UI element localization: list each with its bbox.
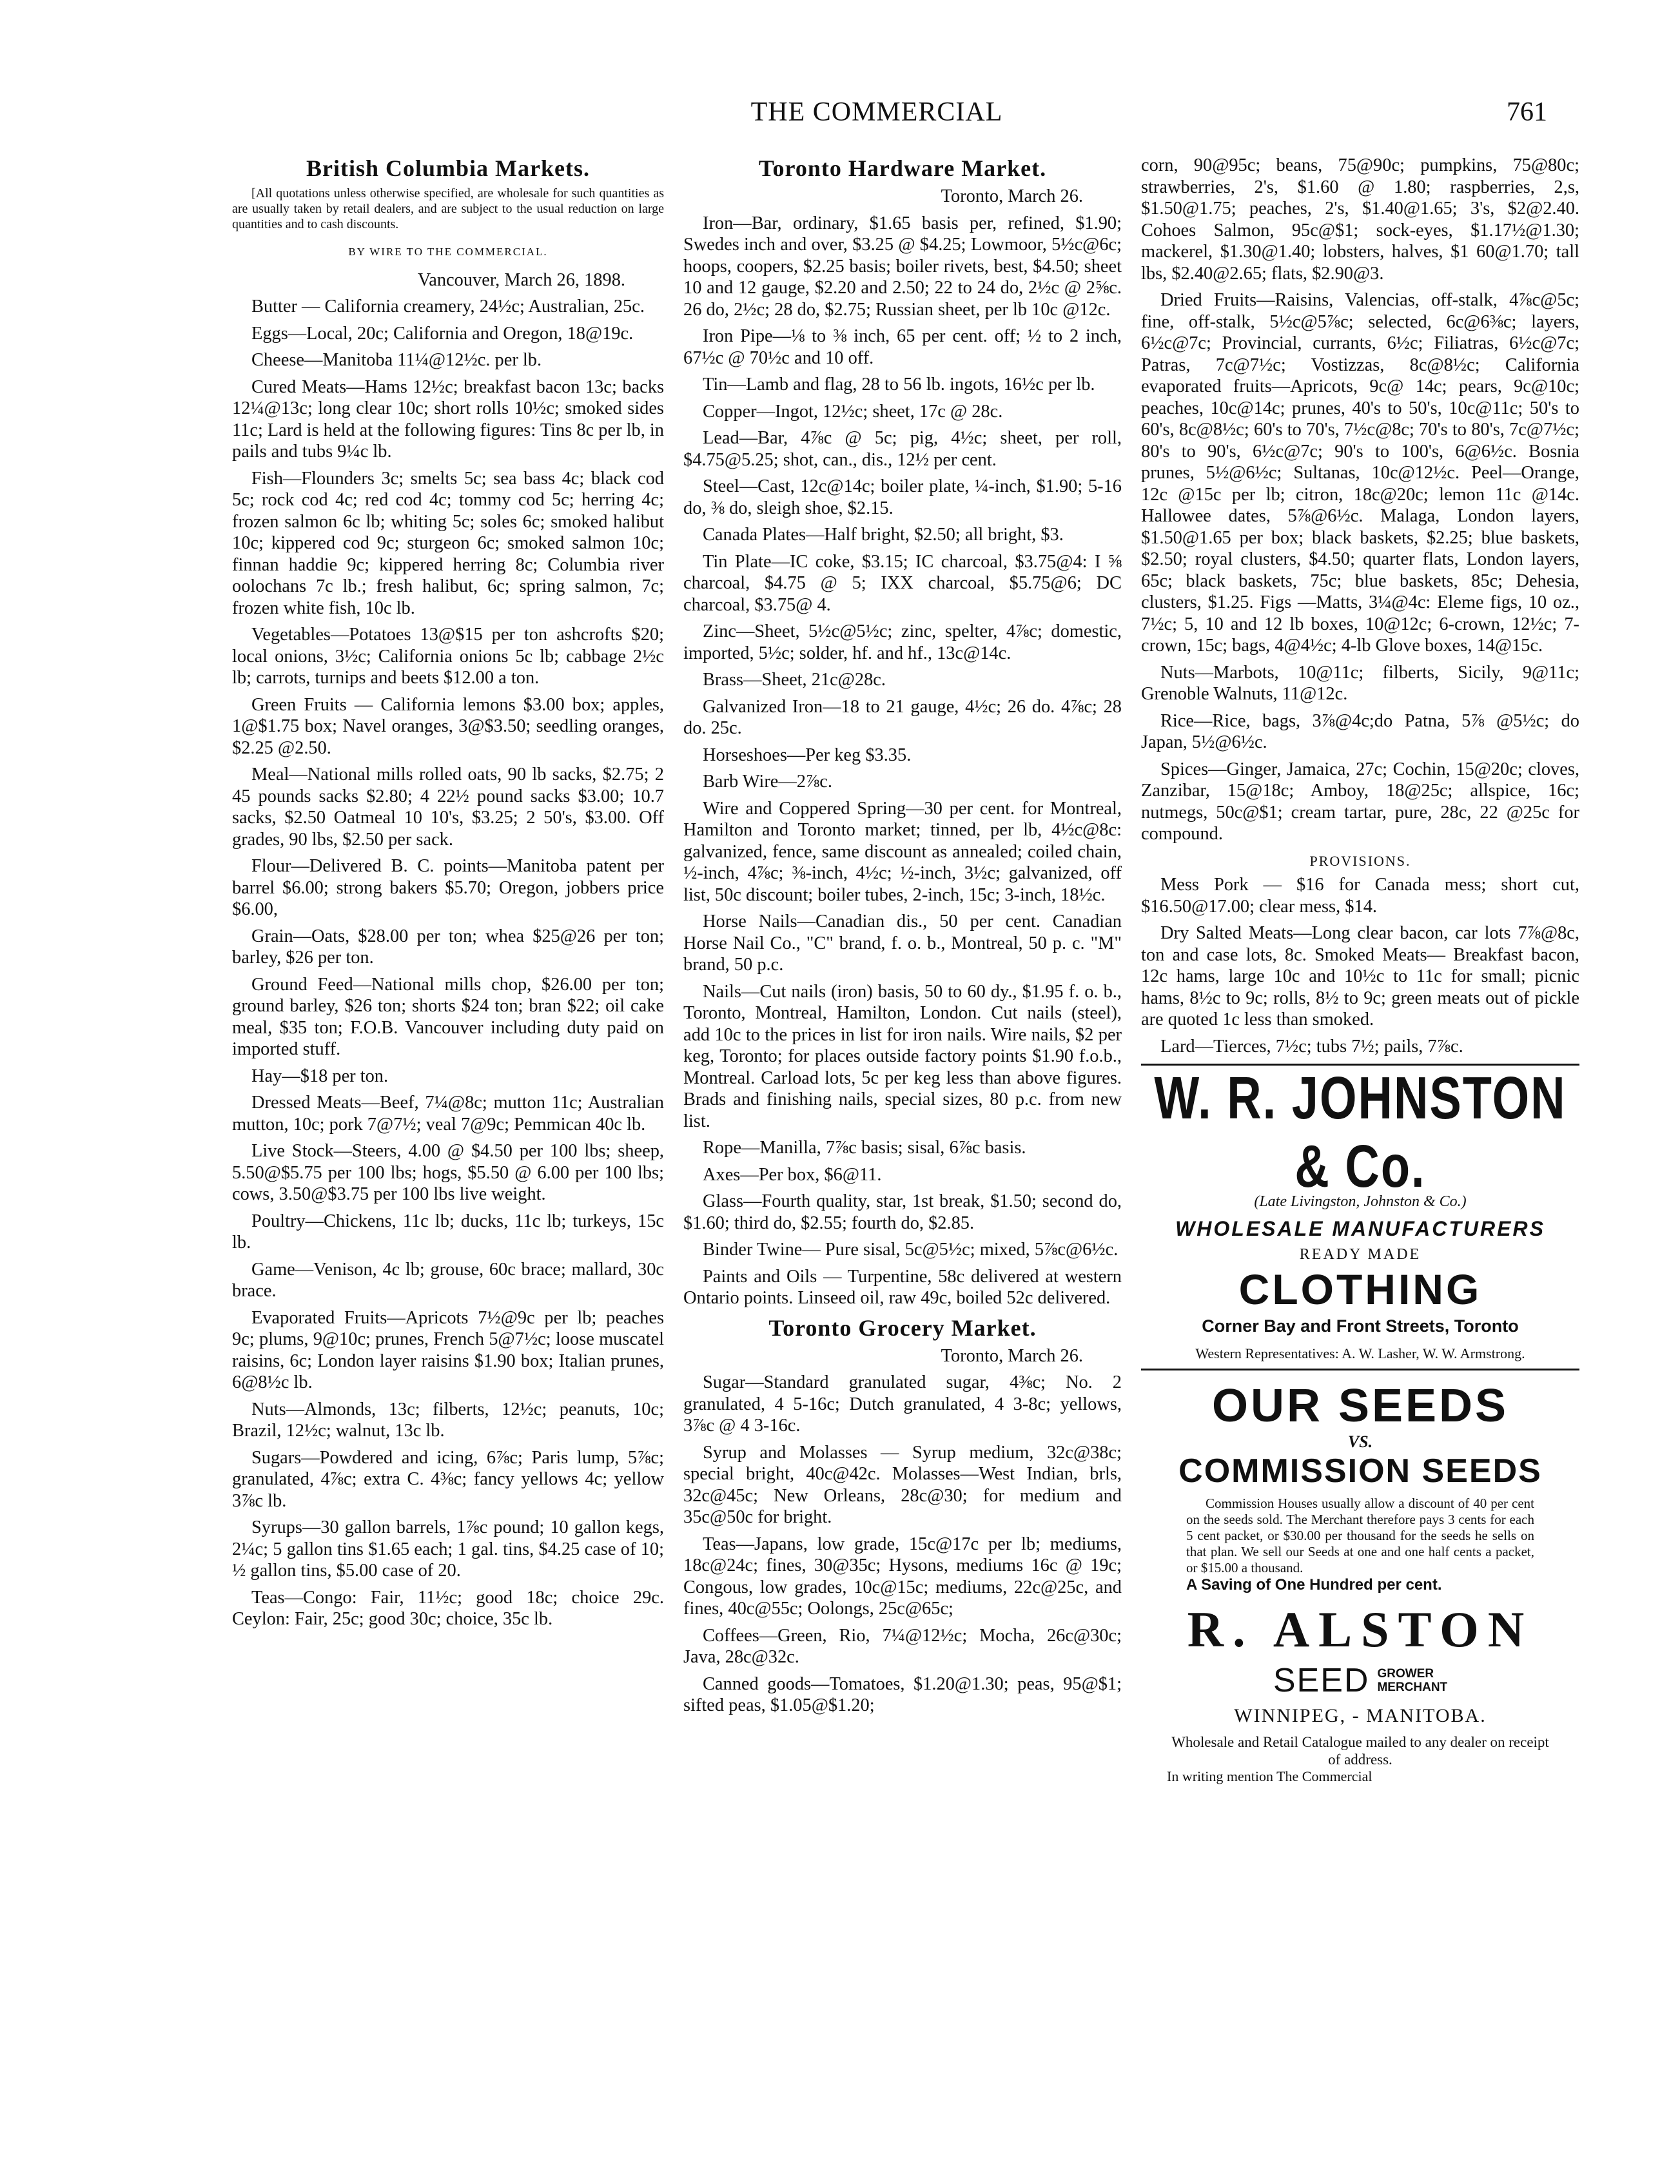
market-paragraph: Lead—Bar, 4⅞c @ 5c; pig, 4½c; sheet, per roll, $4.75@5.25; shot, can., dis., 12½ per cent. — [683, 428, 1122, 470]
alston-mention: In writing mention The Commercial — [1167, 1768, 1372, 1784]
market-paragraph: Nuts—Almonds, 13c; filberts, 12½c; peanuts, 10c; Brazil, 12½c; walnut, 13c lb. — [232, 1399, 664, 1441]
market-paragraph: Dry Salted Meats—Long clear bacon, car lots 7⅞@8c, ton and case lots, 8c. Smoked Meats— Breakfast bacon, 12c hams, large 10c and 10½c to 11c for small; picnic hams, 8½c to 9c; rolls, 8½ to 9c; green meats out of pickle are quoted 1c less than smoked. — [1141, 923, 1579, 1029]
market-paragraph: Evaporated Fruits—Apricots 7½@9c per lb; peaches 9c; plums, 9@10c; prunes, French 5@7½c; loose muscatel raisins, 6c; London layer raisins $1.90 box; Italian prunes, 6@8½c lb. — [232, 1307, 664, 1392]
alston-seed: SEED — [1273, 1662, 1370, 1699]
market-paragraph: Game—Venison, 4c lb; grouse, 60c brace; mallard, 30c brace. — [232, 1259, 664, 1301]
market-paragraph: Sugars—Powdered and icing, 6⅞c; Paris lump, 5⅞c; granulated, 4⅞c; extra C. 4⅜c; fancy yellows 4c; yellow 3⅞c lb. — [232, 1447, 664, 1511]
market-paragraph: Fish—Flounders 3c; smelts 5c; sea bass 4c; black cod 5c; rock cod 4c; red cod 4c; tommy cod 5c; herring 4c; frozen salmon 6c lb; whiting 5c; soles 6c; smoked halibut 10c; kippered cod 9c; sturgeon 6c; smoked salmon 10c; finnan haddie 9c; kippered herring 8c; Columbia river oolochans 7c lb.; fresh halibut, 6c; spring salmon, 7c; frozen white fish, 10c lb. — [232, 468, 664, 618]
market-paragraph: Iron Pipe—⅛ to ⅜ inch, 65 per cent. off; ½ to 2 inch, 67½c @ 70½c and 10 off. — [683, 326, 1122, 368]
market-paragraph: Eggs—Local, 20c; California and Oregon, 18@19c. — [251, 323, 634, 344]
section-title: Toronto Grocery Market. — [768, 1314, 1037, 1341]
market-paragraph: Horse Nails—Canadian dis., 50 per cent. Canadian Horse Nail Co., "C" brand, f. o. b., Montreal, 50 p. c. "M" brand, 50 p.c. — [683, 912, 1122, 975]
column-2 — [683, 155, 1122, 1722]
column-3-articles — [1141, 155, 1579, 1057]
market-paragraph: Wire and Coppered Spring—30 per cent. for Montreal, Hamilton and Toronto market; tinned, per lb, 4½c@8c: galvanized, fence, same discount as annealed; coiled chain, ½-inch, 4⅞c; ⅜-inch, 4½c; ½-inch, 3½c; galvanized, off list, 50c discount; boiler tubes, 2-inch, 15c; 3-inch, 18½c. — [683, 798, 1122, 905]
running-head — [0, 97, 1680, 135]
alston-trade-line — [1141, 1661, 1579, 1700]
market-paragraph: Dressed Meats—Beef, 7¼@8c; mutton 11c; Australian mutton, 10c; pork 7@7½; veal 7@9c; Pemmican 40c lb. — [232, 1093, 664, 1135]
johnston-name: W. R. JOHNSTON & Co. — [1154, 1064, 1567, 1200]
johnston-former-name: (Late Livingston, Johnston & Co.) — [1254, 1193, 1467, 1210]
market-paragraph: Cheese—Manitoba 11¼@12½c. per lb. — [251, 350, 542, 370]
market-paragraph: Flour—Delivered B. C. points—Manitoba patent per barrel $6.00; strong bakers $5.70; Oregon, jobbers price $6.00, — [232, 856, 664, 919]
market-paragraph: Barb Wire—2⅞c. — [703, 772, 832, 792]
market-paragraph: Galvanized Iron—18 to 21 gauge, 4½c; 26 do. 4⅞c; 28 do. 25c. — [683, 696, 1122, 738]
market-paragraph: Glass—Fourth quality, star, 1st break, $1.50; second do, $1.60; third do, $2.55; fourth do, $2.85. — [683, 1191, 1122, 1233]
alston-grower: GROWER — [1377, 1667, 1434, 1681]
market-paragraph: Rice—Rice, bags, 3⅞@4c;do Patna, 5⅞ @5½c; do Japan, 5½@6½c. — [1141, 710, 1579, 752]
johnston-clothing: CLOTHING — [1238, 1265, 1482, 1313]
seeds-versus: VS. — [1347, 1432, 1373, 1451]
market-paragraph: Spices—Ginger, Jamaica, 27c; Cochin, 15@20c; cloves, Zanzibar, 15@18c; Amboy, 18@25c; allspice, 16c; nutmegs, 50c@$1; cream tartar, pure, 28c, 22 @25c for compound. — [1141, 759, 1579, 844]
market-paragraph: Poultry—Chickens, 11c lb; ducks, 11c lb; turkeys, 15c lb. — [232, 1211, 664, 1253]
alston-merchant: MERCHANT — [1377, 1681, 1448, 1694]
dateline: Toronto, March 26. — [941, 186, 1083, 206]
dateline: Toronto, March 26. — [941, 1345, 1083, 1366]
market-paragraph: Teas—Congo: Fair, 11½c; good 18c; choice 29c. Ceylon: Fair, 25c; good 30c; choice, 35c lb. — [232, 1587, 664, 1629]
alston-name: R. ALSTON — [1187, 1601, 1534, 1657]
quotation-note: [All quotations unless otherwise specified, are wholesale for such quantities as are usually taken by retail dealers, and are subject to the usual reduction on large quantities and to cash discounts. — [232, 186, 664, 231]
market-paragraph: Grain—Oats, $28.00 per ton; whea $25@26 per ton; barley, $26 per ton. — [232, 926, 664, 968]
section-title: Toronto Hardware Market. — [758, 155, 1047, 181]
subsection-heading: PROVISIONS. — [1309, 852, 1411, 869]
wire-note: BY WIRE TO THE COMMERCIAL. — [348, 246, 548, 258]
market-paragraph: Cured Meats—Hams 12½c; breakfast bacon 13c; backs 12¼@13c; long clear 10c; short rolls 10½c; smoked sides 11c; Lard is held at the following figures: Tins 8c per lb, in pails and tubs 9¼c lb. — [232, 376, 664, 462]
market-paragraph: Lard—Tierces, 7½c; tubs 7½; pails, 7⅞c. — [1160, 1036, 1463, 1057]
market-paragraph: Syrups—30 gallon barrels, 1⅞c pound; 10 gallon kegs, 2¼c; 5 gallon tins $1.65 each; 1 gal. tins, $4.25 case of 10; ½ gallon tins, $5.00 case of 20. — [232, 1517, 664, 1581]
market-paragraph: Rope—Manilla, 7⅞c basis; sisal, 6⅞c basis. — [703, 1138, 1026, 1158]
market-paragraph: Dried Fruits—Raisins, Valencias, off-stalk, 4⅞c@5c; fine, off-stalk, 5½c@5⅞c; selected, 6c@6⅜c; layers, 6½c@7c; Provincial, currants, 6½c; Filiatras, 6½c@7c; Patras, 7c@7½c; Vostizzas, 8c@8½c; California evaporated fruits—Apricots, 9c@ 14c; pears, 9c@10c; peaches, 10c@14c; prunes, 40's to 50's, 10c@11c; 50's to 60's, 8c@8½c; 60's to 70's, 7½c@8c; 70's to 80's, 7c@7½c; 80's to 90's, 6½c@7c; 90's to 100's, 6@6½c. Bosnia prunes, 5½@6½c; Sultanas, 10c@12½c. Peel—Orange, 12c @15c per lb; citron, 18c@20c; lemon 11c @14c. Hallowee dates, 5⅞@6½c. Malaga, London layers, $1.50@1.65 per box; black baskets, $2.25; blue baskets, $2.50; royal clusters, $4.50; quarter flats, London layers, 65c; black baskets, 75c; blue baskets, 85c; Dehesia, clusters, $1.25. Figs —Matts, 3¼@4c: Eleme figs, 10 oz., 7½c; 5, 10 and 12 lb boxes, 10@12c; 6-crown, 12½c; 7-crown, 15c; bags, 4@4½c; 4-lb Glove boxes, 14@15c. — [1141, 290, 1579, 656]
market-paragraph: Horseshoes—Per keg $3.35. — [703, 745, 912, 765]
market-paragraph: Steel—Cast, 12c@14c; boiler plate, ¼-inch, $1.90; 5-16 do, ⅜ do, sleigh shoe, $2.15. — [683, 476, 1122, 518]
johnston-advertisement — [1141, 1064, 1579, 1362]
market-paragraph: Live Stock—Steers, 4.00 @ $4.50 per 100 lbs; sheep, 5.50@$5.75 per 100 lbs; hogs, $5.50 @ 6.00 per 100 lbs; cows, 3.50@$3.75 per 100 lbs live weight. — [232, 1141, 664, 1204]
market-paragraph: Paints and Oils — Turpentine, 58c delivered at western Ontario points. Linseed oil, raw 49c, boiled 52c delivered. — [683, 1266, 1122, 1308]
market-paragraph: Hay—$18 per ton. — [251, 1066, 389, 1086]
market-paragraph: Nails—Cut nails (iron) basis, 50 to 60 dy., $1.95 f. o. b., Toronto, Montreal, Hamilton, London. Cut nails (steel), add 10c to the prices in list for iron nails. Wire nails, $2 per keg, Toronto; for places outside factory points $1.90 f.o.b., Montreal. Carload lots, 5c per keg less than above figures. Brads and finishing nails, special sizes, 80 p.c. from new list. — [683, 981, 1122, 1131]
market-paragraph: Vegetables—Potatoes 13@$15 per ton ashcrofts $20; local onions, 3½c; California onions 5c lb; cabbage 2½c lb; carrots, turnips and beets $12.00 a ton. — [232, 625, 664, 688]
market-paragraph: Canada Plates—Half bright, $2.50; all bright, $3. — [703, 525, 1064, 545]
column-1 — [232, 155, 664, 1635]
market-paragraph: Syrup and Molasses — Syrup medium, 32c@38c; special bright, 40c@42c. Molasses—West Indian, brls, 32c@45c; New Orleans, 28c@30; for medium and 35c@50c for bright. — [683, 1442, 1122, 1527]
alston-catalogue: Wholesale and Retail Catalogue mailed to any dealer on receipt of address. — [1171, 1734, 1549, 1768]
johnston-ready-made: READY MADE — [1299, 1246, 1421, 1263]
page-number: 761 — [1507, 97, 1547, 127]
market-paragraph: Copper—Ingot, 12½c; sheet, 17c @ 28c. — [703, 401, 1003, 422]
seeds-headline: OUR SEEDS — [1211, 1380, 1509, 1432]
market-paragraph: Iron—Bar, ordinary, $1.65 basis per, refined, $1.90; Swedes inch and over, $3.25 @ $4.25; Lowmoor, 5½c@6c; hoops, coopers, $2.25 basis; boiler rivets, best, $4.50; sheet 10 and 12 gauge, $2.20 and 2.50; 22 to 24 do, 2½c @ 2⅝c. 26 do, 2½c; 28 do, $2.75; Russian sheet, per lb 10c @12c. — [683, 213, 1122, 320]
market-paragraph: Tin—Lamb and flag, 28 to 56 lb. ingots, 16½c per lb. — [703, 375, 1095, 395]
section-title: British Columbia Markets. — [306, 155, 590, 181]
market-paragraph: Sugar—Standard granulated sugar, 4⅜c; No. 2 granulated, 4 5-16c; Dutch granulated, 4 3-8c; yellows, 3⅞c @ 4 3-16c. — [683, 1372, 1122, 1436]
johnston-representatives: Western Representatives: A. W. Lasher, W. W. Armstrong. — [1195, 1345, 1525, 1361]
alston-trade-stack — [1377, 1667, 1447, 1694]
running-title: THE COMMERCIAL — [750, 97, 1003, 127]
ad-divider — [1141, 1369, 1579, 1370]
alston-location: WINNIPEG, - MANITOBA. — [1234, 1705, 1487, 1726]
johnston-address: Corner Bay and Front Streets, Toronto — [1202, 1316, 1519, 1336]
market-paragraph: Ground Feed—National mills chop, $26.00 per ton; ground barley, $26 ton; shorts $24 ton; bran $22; oil cake meal, $35 ton; F.O.B. Vancouver including duty paid on imported stuff. — [232, 974, 664, 1059]
market-paragraph: Teas—Japans, low grade, 15c@17c per lb; mediums, 18c@24c; fines, 30@35c; Hysons, mediums 16c @ 19c; Congous, low grades, 10c@15c; mediums, 22c@25c, and fines, 40c@55c; Oolongs, 25c@65c; — [683, 1534, 1122, 1619]
market-paragraph: Zinc—Sheet, 5½c@5½c; zinc, spelter, 4⅞c; domestic, imported, 5½c; solder, hf. and hf., 13c@14c. — [683, 621, 1122, 663]
market-paragraph: Axes—Per box, $6@11. — [703, 1164, 882, 1185]
market-paragraph: Nuts—Marbots, 10@11c; filberts, Sicily, 9@11c; Grenoble Walnuts, 11@12c. — [1141, 662, 1579, 704]
market-paragraph: Meal—National mills rolled oats, 90 lb sacks, $2.75; 2 45 pounds sacks $2.80; 4 22½ pound sacks $3.00; 10.7 sacks, $2.50 Oatmeal 10 10's, $3.25; 2 50's, $3.00. Off grades, 90 lbs, $2.50 per sack. — [232, 765, 664, 850]
market-paragraph: Green Fruits — California lemons $3.00 box; apples, 1@$1.75 box; Navel oranges, 3@$3.50; seedling oranges, $2.25 @2.50. — [232, 694, 664, 758]
commission-seeds-headline: COMMISSION SEEDS — [1178, 1452, 1542, 1490]
market-paragraph: Tin Plate—IC coke, $3.15; IC charcoal, $3.75@4: I ⅝ charcoal, $4.75 @ 5; IXX charcoal, $5.75@6; DC charcoal, $3.75@ 4. — [683, 551, 1122, 615]
market-paragraph: corn, 90@95c; beans, 75@90c; pumpkins, 75@80c; strawberries, 2's, $1.60 @ 1.80; raspberries, 2,s, $1.50@1.75; peaches, 2's, $1.40@1.65; 3's, $2@2.40. Cohoes Salmon, 95c@$1; sock-eyes, $1.17½@1.30; mackerel, $1.30@1.40; lobsters, halves, $1 60@1.70; tall lbs, $2.40@2.65; flats, $2.90@3. — [1141, 155, 1579, 284]
market-paragraph: Binder Twine— Pure sisal, 5c@5½c; mixed, 5⅞c@6½c. — [703, 1240, 1118, 1260]
market-paragraph: Coffees—Green, Rio, 7¼@12½c; Mocha, 26c@30c; Java, 28c@32c. — [683, 1625, 1122, 1667]
dateline: Vancouver, March 26, 1898. — [417, 269, 625, 290]
seeds-body: Commission Houses usually allow a discount of 40 per cent on the seeds sold. The Merchant therefore pays 3 cents for each 5 cent packet, or $30.00 per thousand for the seeds he sells on that plan. We sell our Seeds at one and one half cents a packet, or $15.00 a thousand. — [1186, 1496, 1534, 1575]
market-paragraph: Canned goods—Tomatoes, $1.20@1.30; peas, 95@$1; sifted peas, $1.05@$1.20; — [683, 1673, 1122, 1715]
johnston-wholesale: WHOLESALE MANUFACTURERS — [1175, 1217, 1545, 1240]
market-paragraph: Butter — California creamery, 24½c; Australian, 25c. — [251, 297, 645, 317]
seeds-advertisement — [1141, 1369, 1579, 1785]
market-paragraph: Mess Pork — $16 for Canada mess; short cut, $16.50@17.00; clear mess, $14. — [1141, 875, 1579, 917]
column-3 — [1141, 155, 1579, 1785]
market-paragraph: Brass—Sheet, 21c@28c. — [703, 670, 886, 690]
seeds-saving: A Saving of One Hundred per cent. — [1186, 1576, 1442, 1594]
